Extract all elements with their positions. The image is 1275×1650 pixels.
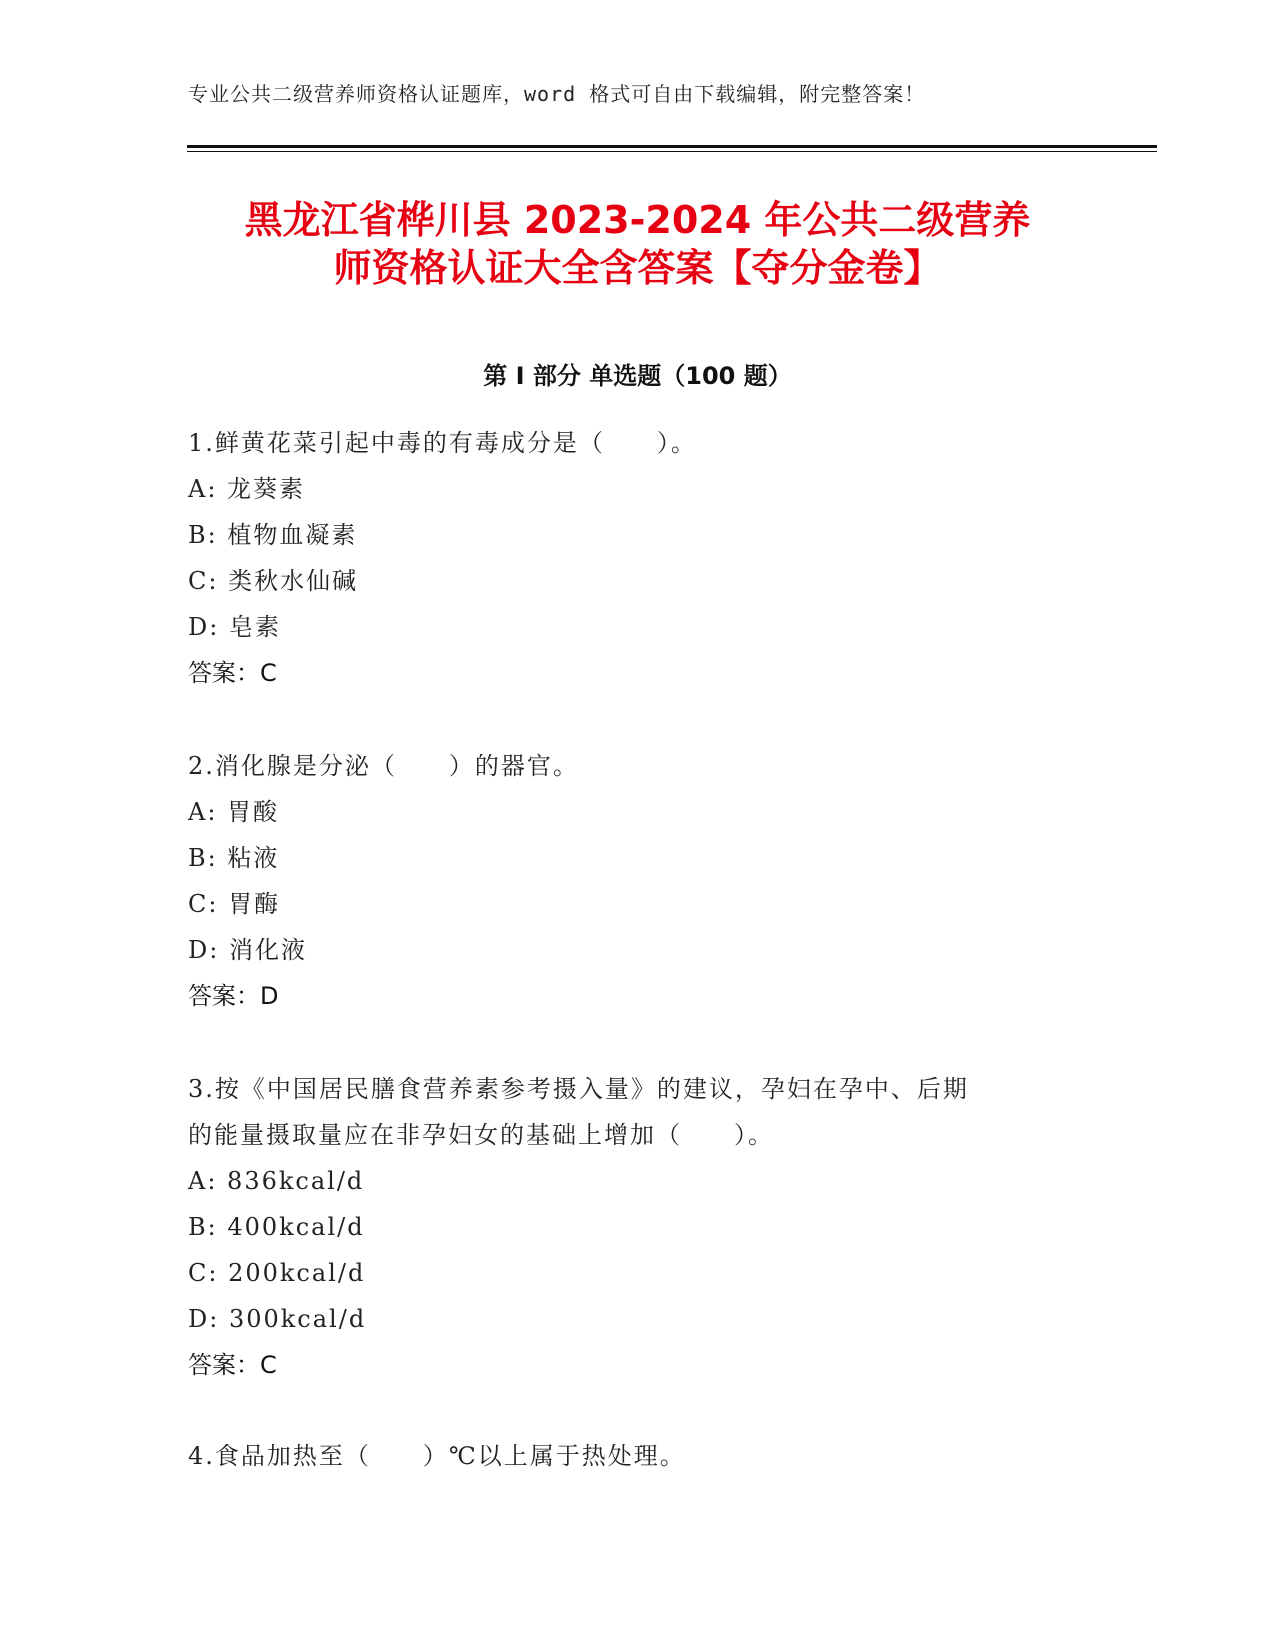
question-stem: 4.食品加热至（ ）℃以上属于热处理。 [188,1442,686,1470]
option-d: D: 皂素 [188,613,281,641]
question-stem-line-1: 3.按《中国居民膳食营养素参考摄入量》的建议，孕妇在孕中、后期 [188,1075,969,1103]
option-b: B: 粘液 [188,844,280,872]
option-c: C: 200kcal/d [188,1259,366,1287]
question-stem-line-2: 的能量摄取量应在非孕妇女的基础上增加（ ）。 [188,1121,774,1149]
question-2 [188,743,1088,1019]
question-3 [188,1066,1088,1388]
option-a: A: 龙葵素 [188,475,306,503]
option-d: D: 消化液 [188,936,307,964]
question-1 [188,420,1088,696]
option-c: C: 胃酶 [188,890,281,918]
header-note: 专业公共二级营养师资格认证题库，word 格式可自由下载编辑，附完整答案！ [188,82,926,106]
question-4 [188,1433,1088,1479]
option-b: B: 植物血凝素 [188,521,358,549]
header-divider [187,145,1157,148]
title-line-2: 师资格认证大全含答案【夺分金卷】 [333,246,942,290]
document-title [100,196,1175,292]
option-a: A: 胃酸 [188,798,280,826]
option-a: A: 836kcal/d [188,1167,365,1195]
option-d: D: 300kcal/d [188,1305,367,1333]
question-stem: 1.鲜黄花菜引起中毒的有毒成分是（ ）。 [188,429,697,457]
section-heading: 第 I 部分 单选题（100 题） [483,362,792,390]
question-stem: 2.消化腺是分泌（ ）的器官。 [188,752,579,780]
title-line-1: 黑龙江省桦川县 2023-2024 年公共二级营养 [244,198,1031,242]
option-b: B: 400kcal/d [188,1213,365,1241]
option-c: C: 类秋水仙碱 [188,567,359,595]
answer: 答案：D [188,982,279,1010]
answer: 答案：C [188,659,277,687]
answer: 答案：C [188,1351,277,1379]
header-divider-thin [187,151,1157,152]
